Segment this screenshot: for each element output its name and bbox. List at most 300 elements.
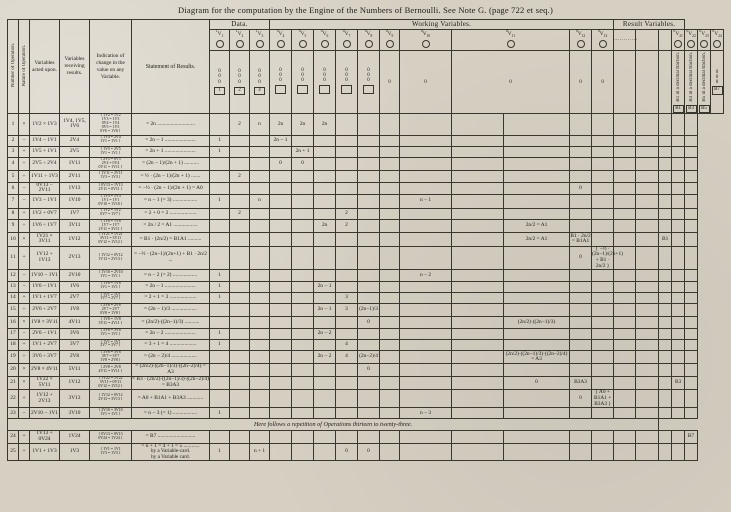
row-value-cell: [400, 390, 452, 408]
row-value-cell: [358, 195, 380, 208]
row-value-cell: [659, 364, 672, 376]
row-value-cell: [380, 292, 400, 303]
row-value-cell: 2n − 1: [270, 135, 292, 146]
row-value-cell: [592, 376, 614, 389]
row-value-cell: 0: [570, 182, 592, 194]
row-value-cell: [336, 158, 358, 171]
tail-row-value-cell: [380, 431, 400, 443]
row-value-cell: 1: [210, 292, 230, 303]
row-value-cell: [380, 246, 400, 270]
row-value-cell: [614, 158, 636, 171]
group-header-result: Result Variables.: [614, 20, 685, 30]
row-op-number: 4: [8, 158, 19, 171]
data-col-2-init: 0 0 0 2: [230, 51, 250, 114]
row-value-cell: [314, 246, 336, 270]
row-value-cell: [614, 350, 636, 363]
row-value-cell: { A0 + B1A1 + B3A3 }: [592, 390, 614, 408]
row-value-cell: [504, 158, 570, 171]
tail-row-value-cell: [314, 431, 336, 443]
row-value-cell: [292, 390, 314, 408]
row-value-cell: [270, 292, 292, 303]
row-value-cell: [659, 303, 672, 316]
tail-row-value-cell: [504, 431, 570, 443]
row-value-cell: [570, 114, 592, 135]
row-value-cell: [452, 195, 504, 208]
tail-row-value-cell: [400, 431, 452, 443]
row-value-cell: [592, 158, 614, 171]
working-col-7: $^0V_7$: [336, 30, 358, 51]
row-value-cell: [230, 390, 250, 408]
row-value-cell: [614, 376, 636, 389]
row-value-cell: [685, 376, 698, 389]
working-col-spacer-b-init: [636, 51, 659, 114]
tail-row-value-cell: [452, 431, 504, 443]
working-col-4: $^0V_4$: [270, 30, 292, 51]
row-value-cell: [250, 219, 270, 232]
tail-row-variables-receiving: 1V3: [60, 443, 90, 461]
row-value-cell: [250, 171, 270, 182]
row-op-number: 13: [8, 281, 19, 292]
row-variables-receiving: 3V6: [60, 328, 90, 339]
tail-row-statement-of-results: = B7 ............................: [132, 431, 210, 443]
row-value-cell: [314, 158, 336, 171]
empty-box: [297, 85, 308, 94]
row-statement-of-results: = 2 + 0 = 2 ....................: [132, 208, 210, 219]
row-value-cell: 1: [210, 135, 230, 146]
row-value-cell: [636, 146, 659, 157]
row-value-cell: n − 2: [400, 270, 452, 281]
row-variables-receiving: 1V12: [60, 376, 90, 389]
row-value-cell: [452, 376, 504, 389]
row-value-cell: [672, 350, 685, 363]
tail-row-value-cell: [210, 431, 230, 443]
row-value-cell: [659, 281, 672, 292]
row-value-cell: [504, 146, 570, 157]
row-value-cell: [358, 408, 380, 419]
tail-row-value-cell: [592, 443, 614, 461]
row-value-cell: [636, 303, 659, 316]
row-value-cell: [614, 364, 636, 376]
row-value-cell: [250, 292, 270, 303]
row-value-cell: [380, 208, 400, 219]
row-value-cell: [685, 317, 698, 328]
row-value-cell: [659, 158, 672, 171]
row-value-cell: [614, 303, 636, 316]
row-value-cell: { −½ · (2n−1)/(2n+1) + B1 · 2n/2 }: [592, 245, 623, 269]
row-variables-receiving: 2V7: [60, 292, 90, 303]
row-value-cell: [636, 246, 659, 270]
row-value-cell: [592, 270, 614, 281]
result-col-21: $^0V_{21}$: [672, 30, 685, 51]
row-op-symbol: +: [19, 208, 30, 219]
data-box-2: 2: [234, 87, 245, 95]
row-value-cell: [592, 317, 614, 328]
row-value-cell: [614, 270, 636, 281]
row-value-cell: [570, 135, 592, 146]
row-value-cell: [292, 328, 314, 339]
row-variables-receiving: 1V7: [60, 208, 90, 219]
row-indication-of-change: { 1V1 = 1V1 1V7 = 2V7 }: [90, 292, 132, 303]
row-value-cell: [400, 292, 452, 303]
row-value-cell: [592, 233, 614, 246]
row-value-cell: [452, 339, 504, 350]
row-value-cell: [685, 182, 698, 194]
row-value-cell: [292, 135, 314, 146]
row-value-cell: [659, 292, 672, 303]
row-statement-of-results: = B1 · (2n/2) = B1A1 ..........: [132, 233, 210, 246]
row-value-cell: [636, 376, 659, 389]
working-col-spacer-a: ............: [614, 30, 636, 51]
row-value-cell: [659, 246, 672, 270]
row-value-cell: [250, 303, 270, 316]
row-value-cell: [672, 146, 685, 157]
row-value-cell: 1: [210, 281, 230, 292]
row-value-cell: [592, 171, 614, 182]
result-col-22-init: B3 in a decimal fraction. B3: [685, 51, 698, 114]
row-value-cell: [270, 317, 292, 328]
row-value-cell: [614, 135, 636, 146]
result-box-b1: B1: [673, 105, 684, 113]
row-op-number: 2: [8, 135, 19, 146]
row-value-cell: [336, 317, 358, 328]
row-value-cell: [400, 317, 452, 328]
tail-row-value-cell: [570, 431, 592, 443]
row-value-cell: [504, 281, 570, 292]
row-value-cell: [592, 350, 614, 363]
row-value-cell: [636, 208, 659, 219]
row-value-cell: [250, 246, 270, 270]
row-value-cell: 0: [570, 246, 592, 270]
row-value-cell: [250, 328, 270, 339]
row-op-number: 3: [8, 146, 19, 157]
data-col-1-init: 0 0 0 1: [210, 51, 230, 114]
row-value-cell: [570, 364, 592, 376]
row-value-cell: [358, 376, 380, 389]
row-value-cell: [314, 292, 336, 303]
row-value-cell: [380, 270, 400, 281]
row-value-cell: [636, 135, 659, 146]
tail-operation-rows: [8, 431, 724, 461]
row-value-cell: [358, 182, 380, 194]
row-value-cell: [452, 408, 504, 419]
row-value-cell: [250, 390, 270, 408]
row-value-cell: [270, 219, 292, 232]
row-value-cell: [614, 171, 636, 182]
variable-circle-icon: [713, 40, 721, 48]
group-header-working: Working Variables.: [270, 20, 614, 30]
tail-row-value-cell: [636, 443, 659, 461]
row-value-cell: 0: [270, 158, 292, 171]
row-op-number: 23: [8, 408, 19, 419]
working-col-spacer-b: [636, 30, 659, 51]
row-value-cell: [270, 246, 292, 270]
tail-row-value-cell: [250, 431, 270, 443]
row-value-cell: 1: [210, 195, 230, 208]
row-value-cell: [592, 303, 614, 316]
row-value-cell: [672, 208, 685, 219]
row-value-cell: [452, 281, 504, 292]
row-value-cell: 1: [210, 146, 230, 157]
tail-row-op-number: 25: [8, 443, 19, 461]
table-row: [8, 146, 724, 157]
working-col-13-init: 0: [592, 51, 614, 114]
variable-circle-icon: [299, 40, 307, 48]
row-value-cell: [685, 364, 698, 376]
table-row: [8, 246, 724, 270]
row-value-cell: [685, 270, 698, 281]
row-statement-of-results: = 2n / 2 = A1 ..................: [132, 219, 210, 232]
row-value-cell: [314, 208, 336, 219]
row-value-cell: [400, 233, 452, 246]
row-statement-of-results: = (2n/2)·((2n−1)/3) ...........: [132, 317, 210, 328]
row-value-cell: [314, 408, 336, 419]
row-value-cell: [636, 182, 659, 194]
row-value-cell: [685, 350, 698, 363]
row-variables-acted: 1V5 + 1V1: [30, 146, 60, 157]
row-value-cell: [659, 317, 672, 328]
row-value-cell: [230, 328, 250, 339]
row-variables-acted: 1V12 + 2V13: [30, 390, 60, 408]
tail-row-value-cell: [504, 443, 570, 461]
result-col-22: $^0V_{22}$: [685, 30, 698, 51]
row-value-cell: [400, 135, 452, 146]
tail-row-value-cell: [230, 431, 250, 443]
row-value-cell: [685, 219, 698, 232]
row-value-cell: [292, 281, 314, 292]
row-variables-acted: 1V8 × 3V11: [30, 317, 60, 328]
row-value-cell: [504, 171, 570, 182]
row-value-cell: [570, 171, 592, 182]
row-value-cell: [250, 408, 270, 419]
working-col-8-init: 0 0 0: [358, 51, 380, 114]
row-value-cell: [592, 219, 614, 232]
group-header-row: [8, 20, 724, 30]
row-value-cell: [672, 233, 685, 246]
row-value-cell: 0: [358, 364, 380, 376]
row-value-cell: [400, 376, 452, 389]
row-value-cell: [452, 328, 504, 339]
row-value-cell: [659, 114, 672, 135]
working-col-11: $^0V_{11}$: [452, 30, 570, 51]
row-value-cell: [400, 114, 452, 135]
tail-row-value-cell: [358, 431, 380, 443]
row-value-cell: [230, 350, 250, 363]
row-op-symbol: ÷: [19, 350, 30, 363]
row-value-cell: [336, 171, 358, 182]
row-value-cell: [592, 339, 614, 350]
tail-row-value-cell: [592, 431, 614, 443]
row-value-cell: [592, 281, 614, 292]
row-value-cell: [230, 182, 250, 194]
row-value-cell: [636, 114, 659, 135]
row-value-cell: [292, 195, 314, 208]
working-col-5-init: 0 0 0: [292, 51, 314, 114]
row-variables-acted: 1V4 − 1V1: [30, 135, 60, 146]
row-op-symbol: ÷: [19, 158, 30, 171]
row-statement-of-results: = 2n − 2 .......................: [132, 328, 210, 339]
row-value-cell: [504, 114, 570, 135]
row-indication-of-change: { 2V8 = 2V8 4V11 = 5V11 }: [90, 364, 132, 376]
row-value-cell: [504, 270, 570, 281]
working-col-5: $^0V_5$: [292, 30, 314, 51]
row-value-cell: [314, 146, 336, 157]
row-value-cell: [672, 303, 685, 316]
row-value-cell: [230, 246, 250, 270]
row-value-cell: [230, 219, 250, 232]
row-op-symbol: ×: [19, 317, 30, 328]
row-value-cell: [614, 195, 636, 208]
row-value-cell: 2n/2 = A1: [504, 233, 570, 246]
row-op-symbol: +: [19, 292, 30, 303]
table-row: [8, 339, 724, 350]
row-value-cell: [230, 364, 250, 376]
row-value-cell: [400, 219, 452, 232]
variable-circle-icon: [700, 40, 708, 48]
row-variables-acted: 2V8 × 4V11: [30, 364, 60, 376]
row-value-cell: 3: [336, 292, 358, 303]
table-row: [8, 292, 724, 303]
tail-row-value-cell: B7: [685, 431, 698, 443]
row-value-cell: [659, 135, 672, 146]
row-variables-acted: 1V2 × 1V3: [30, 114, 60, 135]
row-value-cell: [636, 219, 659, 232]
row-variables-receiving: 1V4, 1V5, 1V6: [60, 114, 90, 135]
row-value-cell: [672, 114, 685, 135]
row-op-number: 20: [8, 364, 19, 376]
row-indication-of-change: { 1V22 = 1V22 5V11 = 0V11 0V12 = 1V12 }: [90, 376, 132, 389]
tail-row-value-cell: [400, 443, 452, 461]
row-value-cell: [230, 303, 250, 316]
row-value-cell: B1 · 2n/2 = B1A1: [570, 232, 591, 245]
row-value-cell: [452, 364, 504, 376]
row-value-cell: [636, 195, 659, 208]
row-value-cell: [685, 292, 698, 303]
variable-circle-icon: [216, 40, 224, 48]
tail-row-value-cell: [672, 443, 685, 461]
row-value-cell: [250, 350, 270, 363]
row-statement-of-results: = B3 · (2n/2)·((2n−1)/3)·((2n−2)/4) = B3A3: [132, 376, 209, 389]
result-col-23: $^0V_{23}$: [698, 30, 711, 51]
row-indication-of-change: { 1V12 = 0V12 1V13 = 2V13 }: [90, 246, 132, 270]
row-value-cell: [614, 281, 636, 292]
row-value-cell: [452, 292, 504, 303]
row-value-cell: [636, 339, 659, 350]
row-op-symbol: +: [19, 339, 30, 350]
row-value-cell: [210, 350, 230, 363]
row-value-cell: [452, 182, 504, 194]
working-col-9: $^0V_9$: [380, 30, 400, 51]
row-value-cell: [380, 281, 400, 292]
tail-row-value-cell: [614, 443, 636, 461]
row-value-cell: [504, 328, 570, 339]
row-value-cell: [270, 195, 292, 208]
row-value-cell: [210, 208, 230, 219]
row-statement-of-results: = n − 2 (= 2) ..................: [132, 270, 210, 281]
result-col-23-init: B5 in a decimal fraction. B5: [698, 51, 711, 114]
row-value-cell: [230, 135, 250, 146]
tail-row-value-cell: [636, 431, 659, 443]
row-value-cell: [452, 270, 504, 281]
row-indication-of-change: { 1V11 = 2V11 1V3 = 1V3 }: [90, 171, 132, 182]
row-value-cell: [592, 292, 614, 303]
row-variables-receiving: 5V11: [60, 364, 90, 376]
row-value-cell: [672, 317, 685, 328]
row-value-cell: [659, 182, 672, 194]
row-value-cell: 0: [504, 376, 570, 389]
row-value-cell: [380, 328, 400, 339]
row-value-cell: [380, 114, 400, 135]
row-value-cell: [358, 339, 380, 350]
row-value-cell: 2n: [270, 114, 292, 135]
row-statement-of-results: = (2n/2)·((2n−1)/3)·((2n−2)/4) = A3: [132, 364, 210, 376]
row-value-cell: [685, 171, 698, 182]
row-value-cell: [270, 171, 292, 182]
row-value-cell: [570, 408, 592, 419]
variable-circle-icon: [343, 40, 351, 48]
row-value-cell: [636, 158, 659, 171]
row-value-cell: [400, 350, 452, 363]
row-value-cell: (2n−2)/4: [358, 350, 380, 363]
row-value-cell: [292, 233, 314, 246]
working-col-spacer-a-init: [614, 51, 636, 114]
row-value-cell: [230, 146, 250, 157]
working-col-8: $^0V_8$: [358, 30, 380, 51]
row-indication-of-change: { 1V2 = 1V2 0V7 = 1V7 }: [90, 208, 132, 219]
row-value-cell: [270, 350, 292, 363]
row-value-cell: [672, 270, 685, 281]
row-value-cell: [314, 364, 336, 376]
table-row: [8, 408, 724, 419]
row-value-cell: [292, 270, 314, 281]
row-value-cell: [614, 408, 636, 419]
tail-row-op-symbol: +: [19, 431, 30, 443]
row-value-cell: [210, 376, 230, 389]
row-value-cell: [210, 171, 230, 182]
row-value-cell: [672, 339, 685, 350]
data-col-1: $^1V_1$: [210, 30, 230, 51]
row-statement-of-results: = 3 + 1 = 4 ....................: [132, 339, 210, 350]
working-col-10: $^0V_{10}$: [400, 30, 452, 51]
working-col-6-init: 0 0 0: [314, 51, 336, 114]
tail-row-value-cell: [570, 443, 592, 461]
row-value-cell: [570, 158, 592, 171]
row-value-cell: [504, 246, 570, 270]
row-value-cell: [292, 246, 314, 270]
row-value-cell: [504, 135, 570, 146]
row-variables-receiving: 1V10: [60, 195, 90, 208]
row-value-cell: [672, 281, 685, 292]
row-value-cell: [270, 390, 292, 408]
row-variables-receiving: 3V13: [60, 390, 90, 408]
row-value-cell: [230, 270, 250, 281]
row-value-cell: [685, 114, 698, 135]
empty-box: [275, 85, 286, 94]
row-value-cell: [270, 270, 292, 281]
table-row: [8, 376, 724, 389]
row-op-number: 6: [8, 182, 19, 194]
row-variables-receiving: 1V8: [60, 303, 90, 316]
row-variables-acted: 1V6 ÷ 1V7: [30, 219, 60, 232]
row-value-cell: (2n/2)·((2n−1)/3): [504, 317, 570, 328]
row-indication-of-change: { 1V12 = 0V12 2V13 = 3V13 }: [90, 390, 132, 408]
row-value-cell: [636, 233, 659, 246]
row-value-cell: [659, 270, 672, 281]
row-value-cell: [314, 171, 336, 182]
row-value-cell: [592, 328, 614, 339]
row-value-cell: [592, 364, 614, 376]
row-value-cell: [336, 182, 358, 194]
group-header-data: Data.: [210, 20, 270, 30]
